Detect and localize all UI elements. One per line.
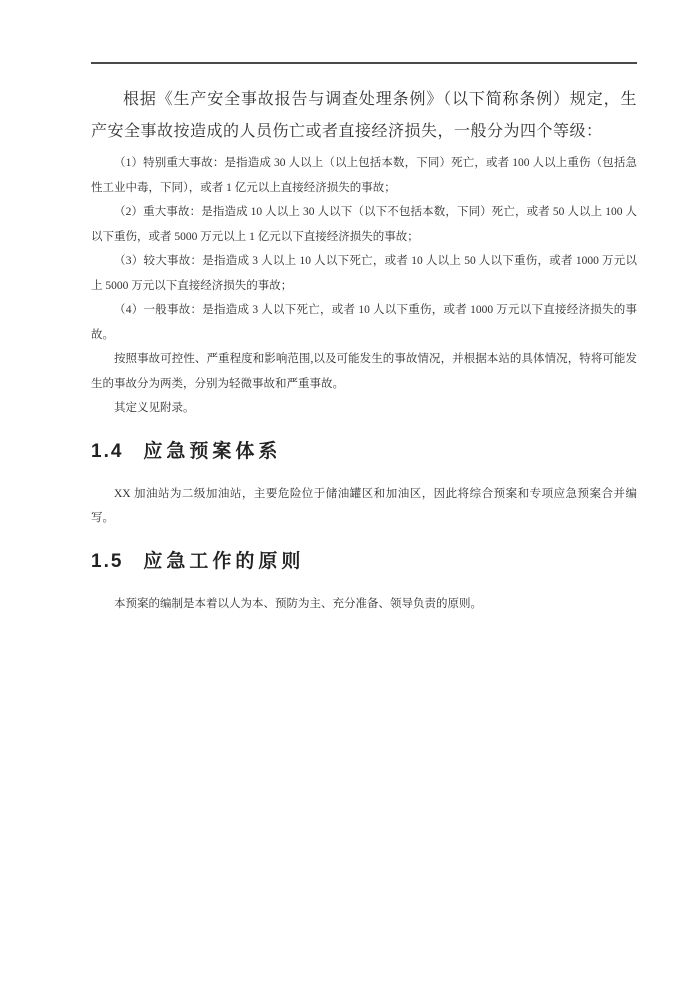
page-content — [91, 62, 637, 616]
section-heading-1-5 — [91, 546, 637, 573]
accident-level-item-4: （4）一般事故：是指造成 3 人以下死亡，或者 10 人以下重伤，或者 1000 万元以下直接经济损失的事故。 — [91, 304, 637, 341]
section-heading-1-4 — [91, 436, 637, 463]
section-1-5-body: 本预案的编制是本着以人为本、预防为主、充分准备、领导负责的原则。 — [114, 597, 482, 610]
classification-paragraph: 按照事故可控性、严重程度和影响范围,以及可能发生的事故情况，并根据本站的具体情况，特将可能发生的事故分为两类，分别为轻微事故和严重事故。 — [91, 353, 637, 390]
section-1-4-number: 1.4 — [91, 440, 124, 462]
accident-level-item-3: （3）较大事故：是指造成 3 人以上 10 人以下死亡，或者 10 人以上 50 人以下重伤，或者 1000 万元以上 5000 万元以下直接经济损失的事故； — [91, 255, 637, 292]
accident-level-item-2: （2）重大事故：是指造成 10 人以上 30 人以下（以下不包括本数，下同）死亡，或者 50 人以上 100 人以下重伤，或者 5000 万元以上 1 亿元以下直接经济损失的事故； — [91, 206, 637, 243]
accident-level-item-1: （1）特别重大事故：是指造成 30 人以上（以上包括本数，下同）死亡，或者 100 人以上重伤（包括急性工业中毒，下同），或者 1 亿元以上直接经济损失的事故； — [91, 157, 637, 194]
definition-note-paragraph: 其定义见附录。 — [114, 402, 195, 414]
header-rule — [91, 62, 637, 64]
section-1-5-number: 1.5 — [91, 550, 124, 572]
section-1-4-title: 应急预案体系 — [143, 440, 282, 462]
intro-paragraph: 根据《生产安全事故报告与调查处理条例》（以下简称条例）规定，生产安全事故按造成的人员伤亡或者直接经济损失，一般分为四个等级： — [91, 91, 637, 140]
section-1-5-title: 应急工作的原则 — [143, 550, 305, 572]
section-1-4-body: XX 加油站为二级加油站，主要危险位于储油罐区和加油区，因此将综合预案和专项应急预案合并编写。 — [91, 487, 637, 524]
